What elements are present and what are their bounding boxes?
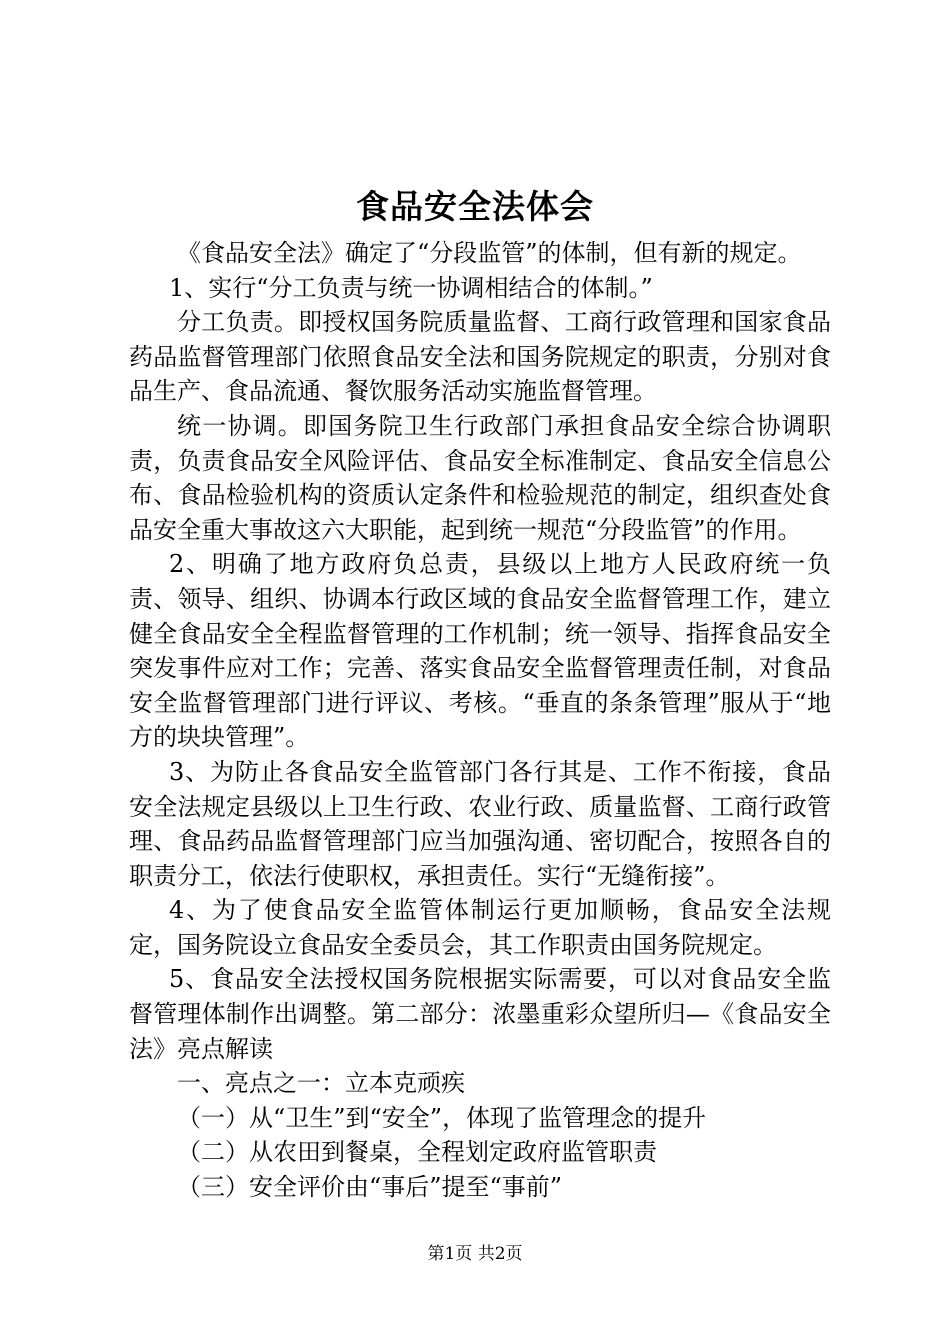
paragraph-item-1: 1、实行“分工负责与统一协调相结合的体制。” [169, 273, 653, 302]
paragraph-subitem-1: （一）从“卫生”到“安全”，体现了监管理念的提升 [177, 1103, 707, 1132]
paragraph-item-2: 2、明确了地方政府负总责，县级以上地方人民政府统一负责、领导、组织、协调本行政区域的食品安全监督管理工作，建立健全食品安全全程监督管理的工作机制；统一领导、指挥食品安全突发事件应对工作；完善、落实食品安全监督管理责任制，对食品安全监督管理部门进行评议、考核。“垂直的条条管理”服从于“地方的块块管理”。 [129, 550, 831, 752]
document-body [129, 236, 831, 1205]
paragraph-coordination: 统一协调。即国务院卫生行政部门承担食品安全综合协调职责，负责食品安全风险评估、食品安全标准制定、食品安全信息公布、食品检验机构的资质认定条件和检验规范的制定，组织查处食品安全重大事故这六大职能，起到统一规范“分段监管”的作用。 [129, 411, 831, 544]
page-footer: 第1页 共2页 [427, 1244, 523, 1264]
paragraph-highlight-heading: 一、亮点之一：立本克顽疾 [177, 1069, 465, 1098]
paragraph-division-of-labor: 分工负责。即授权国务院质量监督、工商行政管理和国家食品药品监督管理部门依照食品安全法和国务院规定的职责，分别对食品生产、食品流通、餐饮服务活动实施监督管理。 [129, 308, 831, 406]
paragraph-subitem-3: （三）安全评价由“事后”提至“事前” [177, 1173, 563, 1202]
paragraph-intro: 《食品安全法》确定了“分段监管”的体制，但有新的规定。 [177, 239, 802, 267]
paragraph-subitem-2: （二）从农田到餐桌，全程划定政府监管职责 [177, 1138, 657, 1167]
paragraph-item-5: 5、食品安全法授权国务院根据实际需要，可以对食品安全监督管理体制作出调整。第二部分：浓墨重彩众望所归—《食品安全法》亮点解读 [129, 965, 831, 1063]
document-title: 食品安全法体会 [356, 187, 594, 226]
paragraph-item-4: 4、为了使食品安全监管体制运行更加顺畅，食品安全法规定，国务院设立食品安全委员会，其工作职责由国务院规定。 [129, 896, 831, 959]
paragraph-item-3: 3、为防止各食品安全监管部门各行其是、工作不衔接，食品安全法规定县级以上卫生行政、农业行政、质量监督、工商行政管理、食品药品监督管理部门应当加强沟通、密切配合，按照各自的职责分工，依法行使职权，承担责任。实行“无缝衔接”。 [129, 757, 831, 890]
